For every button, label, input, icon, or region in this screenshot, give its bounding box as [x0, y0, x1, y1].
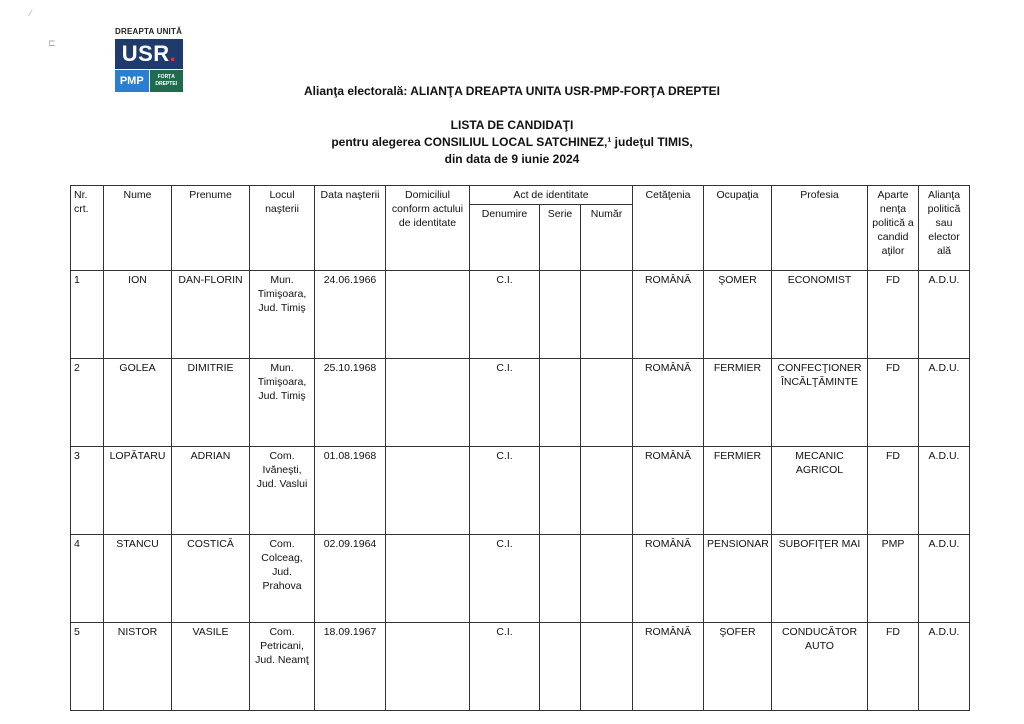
- cell-numar: [581, 535, 633, 623]
- candidates-table: [70, 185, 970, 711]
- header-locul: Locul naşterii: [250, 186, 315, 271]
- cell-data: 02.09.1964: [315, 535, 386, 623]
- scan-mark: ⊏: [48, 38, 56, 48]
- cell-nume: GOLEA: [104, 359, 172, 447]
- cell-prenume: ADRIAN: [172, 447, 250, 535]
- cell-ocupatia: ŞOMER: [704, 271, 772, 359]
- cell-apartenenta: FD: [868, 359, 919, 447]
- header-ocupatia: Ocupaţia: [704, 186, 772, 271]
- cell-apartenenta: FD: [868, 271, 919, 359]
- cell-numar: [581, 447, 633, 535]
- date-line: din data de 9 iunie 2024: [444, 152, 580, 166]
- logo-usr-block: [115, 39, 183, 69]
- cell-nume: ION: [104, 271, 172, 359]
- cell-serie: [540, 359, 581, 447]
- scan-mark: ⁄: [30, 8, 32, 18]
- logo-dot: .: [169, 41, 177, 66]
- cell-nr: 4: [71, 535, 104, 623]
- header-act: Act de identitate: [470, 186, 633, 205]
- cell-domiciliu: [386, 447, 470, 535]
- list-title: LISTA DE CANDIDAŢI: [450, 118, 574, 132]
- logo-forta-line1: FORȚA: [157, 74, 175, 80]
- header-data: Data naşterii: [315, 186, 386, 271]
- table-row: [71, 535, 970, 623]
- cell-ocupatia: FERMIER: [704, 359, 772, 447]
- cell-nr: 3: [71, 447, 104, 535]
- cell-locul: Com. Colceag, Jud. Prahova: [250, 535, 315, 623]
- cell-alianta: A.D.U.: [919, 447, 970, 535]
- election-line: pentru alegerea CONSILIUL LOCAL SATCHINEZ,¹ judeţul TIMIS,: [331, 135, 693, 149]
- cell-domiciliu: [386, 623, 470, 711]
- table-header-row: [71, 186, 970, 205]
- cell-profesia: CONFECŢIONER ÎNCĂLŢĂMINTE: [772, 359, 868, 447]
- cell-nume: LOPĂTARU: [104, 447, 172, 535]
- cell-ocupatia: PENSIONAR: [704, 535, 772, 623]
- table-row: [71, 271, 970, 359]
- header-apartenenta: Aparte nenţa politică a candid aţilor: [868, 186, 919, 271]
- cell-profesia: SUBOFIŢER MAI: [772, 535, 868, 623]
- header-denumire: Denumire: [470, 205, 540, 271]
- cell-cetatenia: ROMÂNĂ: [633, 447, 704, 535]
- cell-denumire: C.I.: [470, 447, 540, 535]
- logo-pmp-badge: PMP: [115, 70, 149, 92]
- header-alianta: Alianţa politică sau elector ală: [919, 186, 970, 271]
- cell-cetatenia: ROMÂNĂ: [633, 359, 704, 447]
- cell-nume: STANCU: [104, 535, 172, 623]
- cell-apartenenta: FD: [868, 623, 919, 711]
- cell-prenume: COSTICĂ: [172, 535, 250, 623]
- cell-apartenenta: PMP: [868, 535, 919, 623]
- alliance-line: Alianţa electorală: ALIANŢA DREAPTA UNITA USR-PMP-FORŢA DREPTEI: [303, 84, 721, 98]
- cell-cetatenia: ROMÂNĂ: [633, 535, 704, 623]
- cell-prenume: DIMITRIE: [172, 359, 250, 447]
- cell-prenume: DAN-FLORIN: [172, 271, 250, 359]
- cell-locul: Com. Petricani, Jud. Neamţ: [250, 623, 315, 711]
- table-row: [71, 623, 970, 711]
- header-serie: Serie: [540, 205, 581, 271]
- cell-serie: [540, 271, 581, 359]
- cell-numar: [581, 623, 633, 711]
- cell-alianta: A.D.U.: [919, 535, 970, 623]
- cell-nr: 2: [71, 359, 104, 447]
- cell-denumire: C.I.: [470, 623, 540, 711]
- cell-profesia: CONDUCĂTOR AUTO: [772, 623, 868, 711]
- cell-alianta: A.D.U.: [919, 359, 970, 447]
- cell-serie: [540, 447, 581, 535]
- header-nr: Nr. crt.: [71, 186, 104, 271]
- cell-profesia: MECANIC AGRICOL: [772, 447, 868, 535]
- alliance-logo: [115, 27, 183, 92]
- cell-numar: [581, 359, 633, 447]
- cell-denumire: C.I.: [470, 535, 540, 623]
- header-domiciliu: Domiciliul conform actului de identitate: [386, 186, 470, 271]
- cell-ocupatia: ŞOFER: [704, 623, 772, 711]
- cell-nr: 5: [71, 623, 104, 711]
- cell-cetatenia: ROMÂNĂ: [633, 271, 704, 359]
- cell-profesia: ECONOMIST: [772, 271, 868, 359]
- cell-serie: [540, 623, 581, 711]
- table-row: [71, 447, 970, 535]
- header-prenume: Prenume: [172, 186, 250, 271]
- cell-alianta: A.D.U.: [919, 623, 970, 711]
- cell-locul: Mun. Timişoara, Jud. Timiş: [250, 359, 315, 447]
- header-cetatenia: Cetăţenia: [633, 186, 704, 271]
- cell-serie: [540, 535, 581, 623]
- logo-top-text: DREAPTA UNITĂ: [115, 27, 183, 36]
- cell-nr: 1: [71, 271, 104, 359]
- cell-alianta: A.D.U.: [919, 271, 970, 359]
- cell-locul: Com. Ivăneşti, Jud. Vaslui: [250, 447, 315, 535]
- header-numar: Număr: [581, 205, 633, 271]
- cell-domiciliu: [386, 271, 470, 359]
- cell-denumire: C.I.: [470, 271, 540, 359]
- cell-apartenenta: FD: [868, 447, 919, 535]
- cell-data: 01.08.1968: [315, 447, 386, 535]
- header-nume: Nume: [104, 186, 172, 271]
- logo-main-text: USR: [121, 41, 170, 66]
- cell-nume: NISTOR: [104, 623, 172, 711]
- cell-prenume: VASILE: [172, 623, 250, 711]
- table-row: [71, 359, 970, 447]
- cell-denumire: C.I.: [470, 359, 540, 447]
- cell-data: 25.10.1968: [315, 359, 386, 447]
- cell-locul: Mun. Timişoara, Jud. Timiş: [250, 271, 315, 359]
- cell-numar: [581, 271, 633, 359]
- cell-ocupatia: FERMIER: [704, 447, 772, 535]
- header-profesia: Profesia: [772, 186, 868, 271]
- logo-forta-line2: DREPTEI: [155, 81, 178, 87]
- cell-data: 24.06.1966: [315, 271, 386, 359]
- cell-domiciliu: [386, 535, 470, 623]
- cell-cetatenia: ROMÂNĂ: [633, 623, 704, 711]
- cell-domiciliu: [386, 359, 470, 447]
- cell-data: 18.09.1967: [315, 623, 386, 711]
